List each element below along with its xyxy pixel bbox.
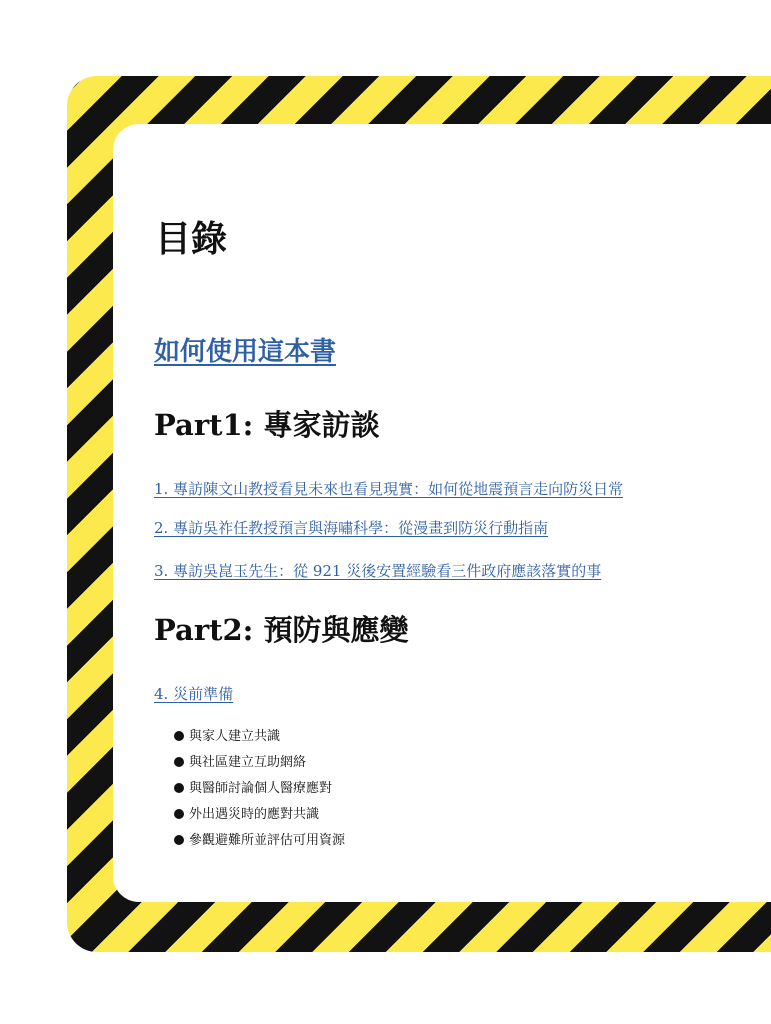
list-item [174, 776, 345, 802]
part2-heading: Part2: 預防與應變 [154, 613, 409, 647]
list-item-label: 與社區建立互助網絡 [189, 755, 307, 770]
part1-heading: Part1: 專家訪談 [154, 408, 380, 442]
bullet-icon [174, 783, 184, 793]
bullet-icon [174, 809, 184, 819]
list-item [174, 750, 345, 776]
section-link-4[interactable]: 4. 災前準備 [154, 685, 234, 703]
list-item [174, 724, 345, 750]
toc-title: 目錄 [155, 218, 228, 260]
list-item [174, 802, 345, 828]
list-item-label: 與醫師討論個人醫療應對 [189, 781, 333, 796]
list-item-label: 參觀避難所並評估可用資源 [189, 833, 346, 848]
bullet-icon [174, 731, 184, 741]
list-item-label: 與家人建立共識 [189, 729, 281, 744]
preparation-list [174, 724, 345, 854]
article-link-1[interactable]: 1. 專訪陳文山教授看見未來也看見現實：如何從地震預言走向防災日常 [154, 480, 624, 498]
article-link-3[interactable]: 3. 專訪吳崑玉先生：從 921 災後安置經驗看三件政府應該落實的事 [154, 562, 602, 580]
list-item-label: 外出遇災時的應對共識 [189, 807, 320, 822]
how-to-use-link[interactable]: 如何使用這本書 [154, 337, 337, 367]
bullet-icon [174, 835, 184, 845]
article-link-2[interactable]: 2. 專訪吳祚任教授預言與海嘯科學：從漫畫到防災行動指南 [154, 519, 549, 537]
bullet-icon [174, 757, 184, 767]
list-item [174, 828, 345, 854]
